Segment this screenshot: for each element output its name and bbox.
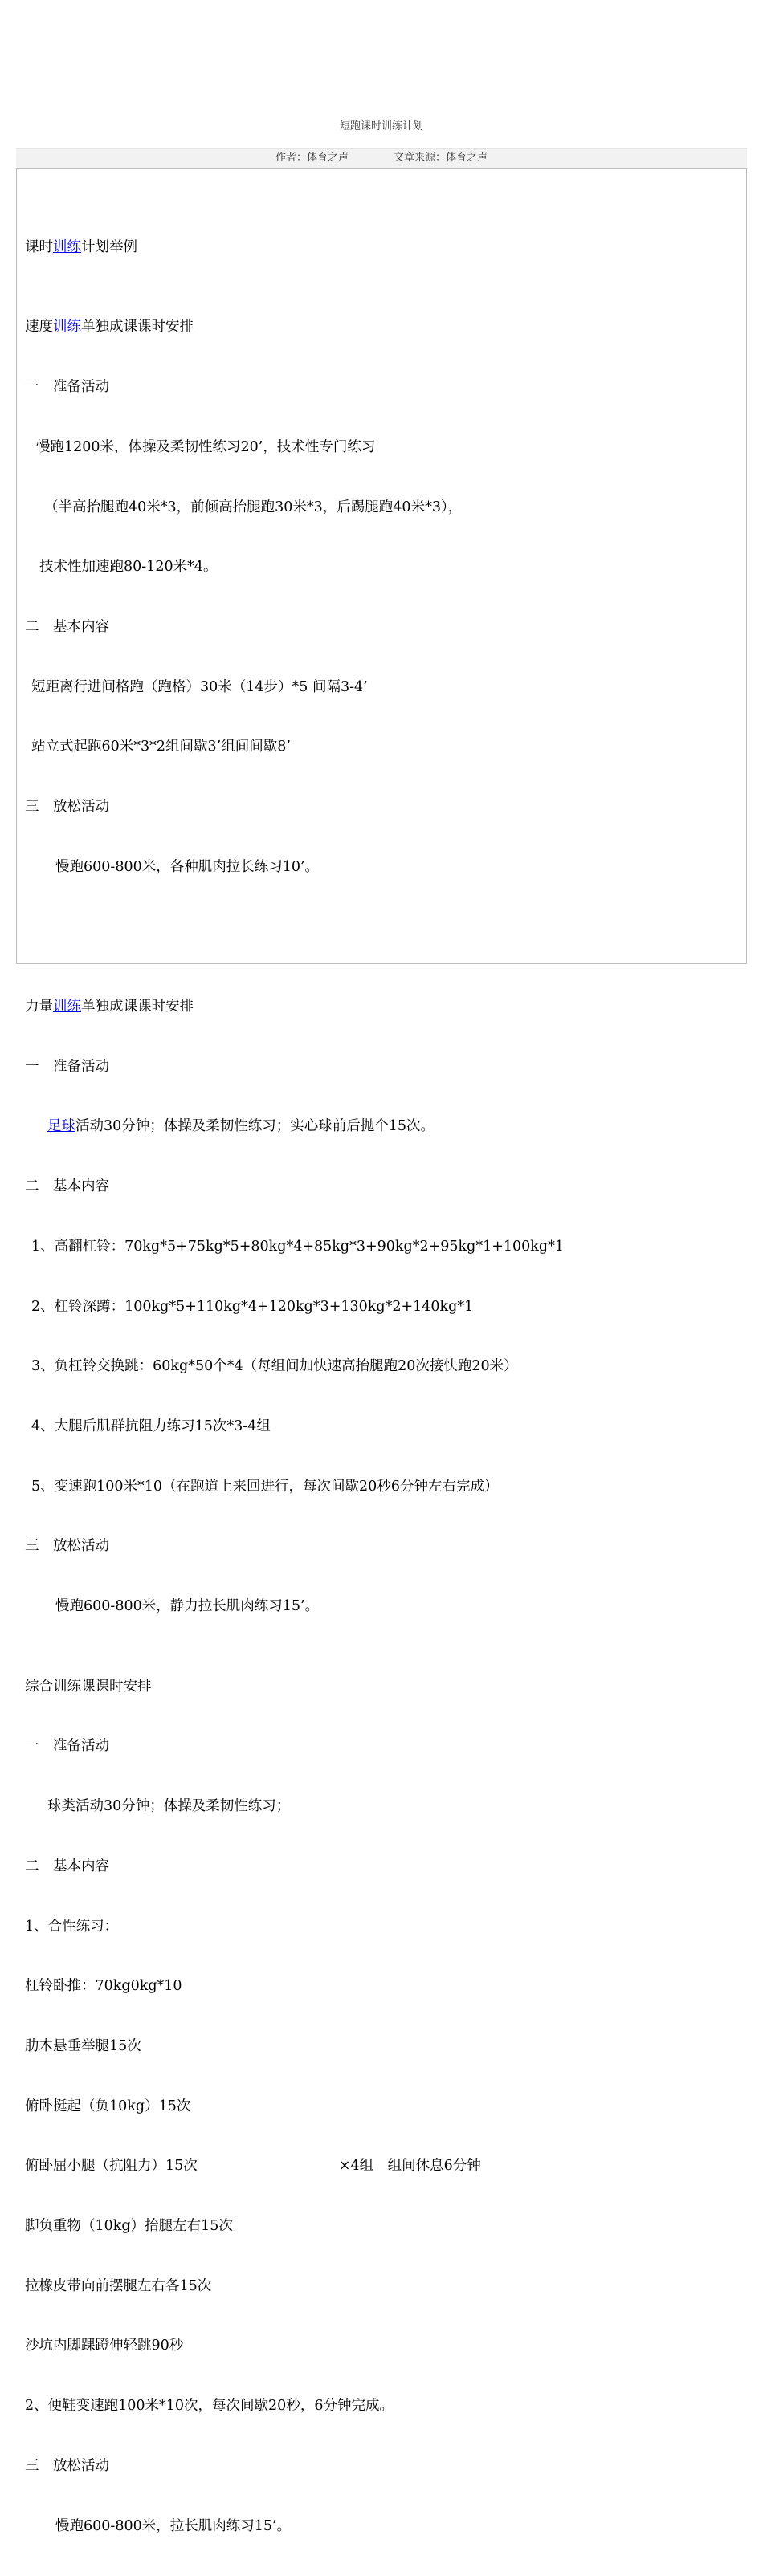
intro-line bbox=[25, 238, 738, 258]
combined-sub1: 1、合性练习： bbox=[25, 1918, 119, 1935]
speed-training-link[interactable]: 训练 bbox=[53, 319, 81, 336]
speed-heading-prefix: 速度 bbox=[25, 319, 53, 336]
strength-item: 2、杠铃深蹲：100kg*5+110kg*4+120kg*3+130kg*2+140kg*1 bbox=[31, 1298, 474, 1315]
strength-item: 3、负杠铃交换跳：60kg*50个*4（每组间加快速高抬腿跑20次接快跑20米） bbox=[31, 1358, 518, 1375]
strength-item: 1、高翻杠铃：70kg*5+75kg*5+80kg*4+85kg*3+90kg*2+95kg*1+100kg*1 bbox=[31, 1238, 564, 1255]
speed-section2-line2: 站立式起跑60米*3*2组间歇3’组间间歇8’ bbox=[31, 739, 291, 755]
source-label: 文章来源：体育之声 bbox=[394, 152, 488, 164]
article-container bbox=[16, 168, 747, 2534]
strength-item: 4、大腿后肌群抗阻力练习15次*3-4组 bbox=[31, 1418, 271, 1435]
speed-section3-title: 三 放松活动 bbox=[25, 799, 109, 816]
combined-section1-title: 一 准备活动 bbox=[25, 1738, 109, 1755]
combined-section3-line1: 慢跑600-800米，拉长肌肉练习15’。 bbox=[55, 2517, 292, 2534]
speed-heading-suffix: 单独成课课时安排 bbox=[81, 319, 194, 336]
author-label: 作者：体育之声 bbox=[275, 152, 349, 164]
sets-note: ×4组 组间休息6分钟 bbox=[338, 2158, 481, 2175]
exercise-item: 杠铃卧推：70kg0kg*10 bbox=[25, 1978, 182, 1995]
strength-section1-line1 bbox=[25, 1117, 738, 1137]
combined-section1-line1: 球类活动30分钟；体操及柔韧性练习； bbox=[47, 1798, 291, 1815]
intro-prefix: 课时 bbox=[25, 238, 53, 255]
combined-section3-title: 三 放松活动 bbox=[25, 2457, 109, 2474]
exercise-item-text: 俯卧屈小腿（抗阻力）15次 bbox=[25, 2158, 198, 2175]
page-title: 短跑课时训练计划 bbox=[339, 120, 423, 132]
strength-section2-title: 二 基本内容 bbox=[25, 1178, 109, 1195]
strength-section1-text: 活动30分钟；体操及柔韧性练习；实心球前后抛个15次。 bbox=[75, 1118, 435, 1135]
strength-section3-title: 三 放松活动 bbox=[25, 1538, 109, 1555]
article-meta-bar bbox=[16, 148, 747, 168]
speed-section2-line1: 短距离行进间格跑（跑格）30米（14步）*5 间隔3-4’ bbox=[31, 678, 368, 695]
exercise-item-with-note bbox=[25, 2156, 738, 2176]
training-link[interactable]: 训练 bbox=[53, 238, 81, 255]
exercise-item: 肋木悬垂举腿15次 bbox=[25, 2037, 141, 2054]
speed-section1-line2: （半高抬腿跑40米*3，前倾高抬腿跑30米*3，后踢腿跑40米*3）， bbox=[44, 499, 463, 515]
speed-heading bbox=[25, 317, 738, 337]
strength-heading-suffix: 单独成课课时安排 bbox=[81, 999, 194, 1015]
strength-section1-title: 一 准备活动 bbox=[25, 1058, 109, 1075]
strength-section3-line1: 慢跑600-800米，静力拉长肌肉练习15’。 bbox=[55, 1598, 320, 1615]
strength-item: 5、变速跑100米*10（在跑道上来回进行，每次间歇20秒6分钟左右完成） bbox=[31, 1478, 499, 1495]
speed-section1-title: 一 准备活动 bbox=[25, 379, 109, 396]
blank-line bbox=[25, 917, 738, 937]
combined-section2-title: 二 基本内容 bbox=[25, 1858, 109, 1874]
speed-section1-line1: 慢跑1200米，体操及柔韧性练习20’，技术性专门练习 bbox=[36, 438, 376, 455]
speed-section1-line3: 技术性加速跑80-120米*4。 bbox=[39, 559, 218, 576]
speed-section3-line1: 慢跑600-800米，各种肌肉拉长练习10’。 bbox=[55, 858, 320, 875]
exercise-item: 拉橡皮带向前摆腿左右各15次 bbox=[25, 2277, 212, 2294]
intro-suffix: 计划举例 bbox=[81, 238, 137, 255]
strength-heading-prefix: 力量 bbox=[25, 999, 53, 1015]
article-body bbox=[25, 197, 738, 2576]
strength-training-link[interactable]: 训练 bbox=[53, 999, 81, 1015]
football-link[interactable]: 足球 bbox=[47, 1118, 75, 1135]
strength-heading bbox=[25, 997, 738, 1017]
combined-sub2: 2、便鞋变速跑100米*10次，每次间歇20秒，6分钟完成。 bbox=[25, 2398, 394, 2415]
exercise-item: 俯卧挺起（负10kg）15次 bbox=[25, 2098, 191, 2114]
speed-section2-title: 二 基本内容 bbox=[25, 618, 109, 635]
exercise-item: 沙坑内脚踝蹬伸轻跳90秒 bbox=[25, 2338, 184, 2354]
exercise-item: 脚负重物（10kg）抬腿左右15次 bbox=[25, 2218, 233, 2235]
combined-heading: 综合训练课课时安排 bbox=[25, 1678, 152, 1695]
